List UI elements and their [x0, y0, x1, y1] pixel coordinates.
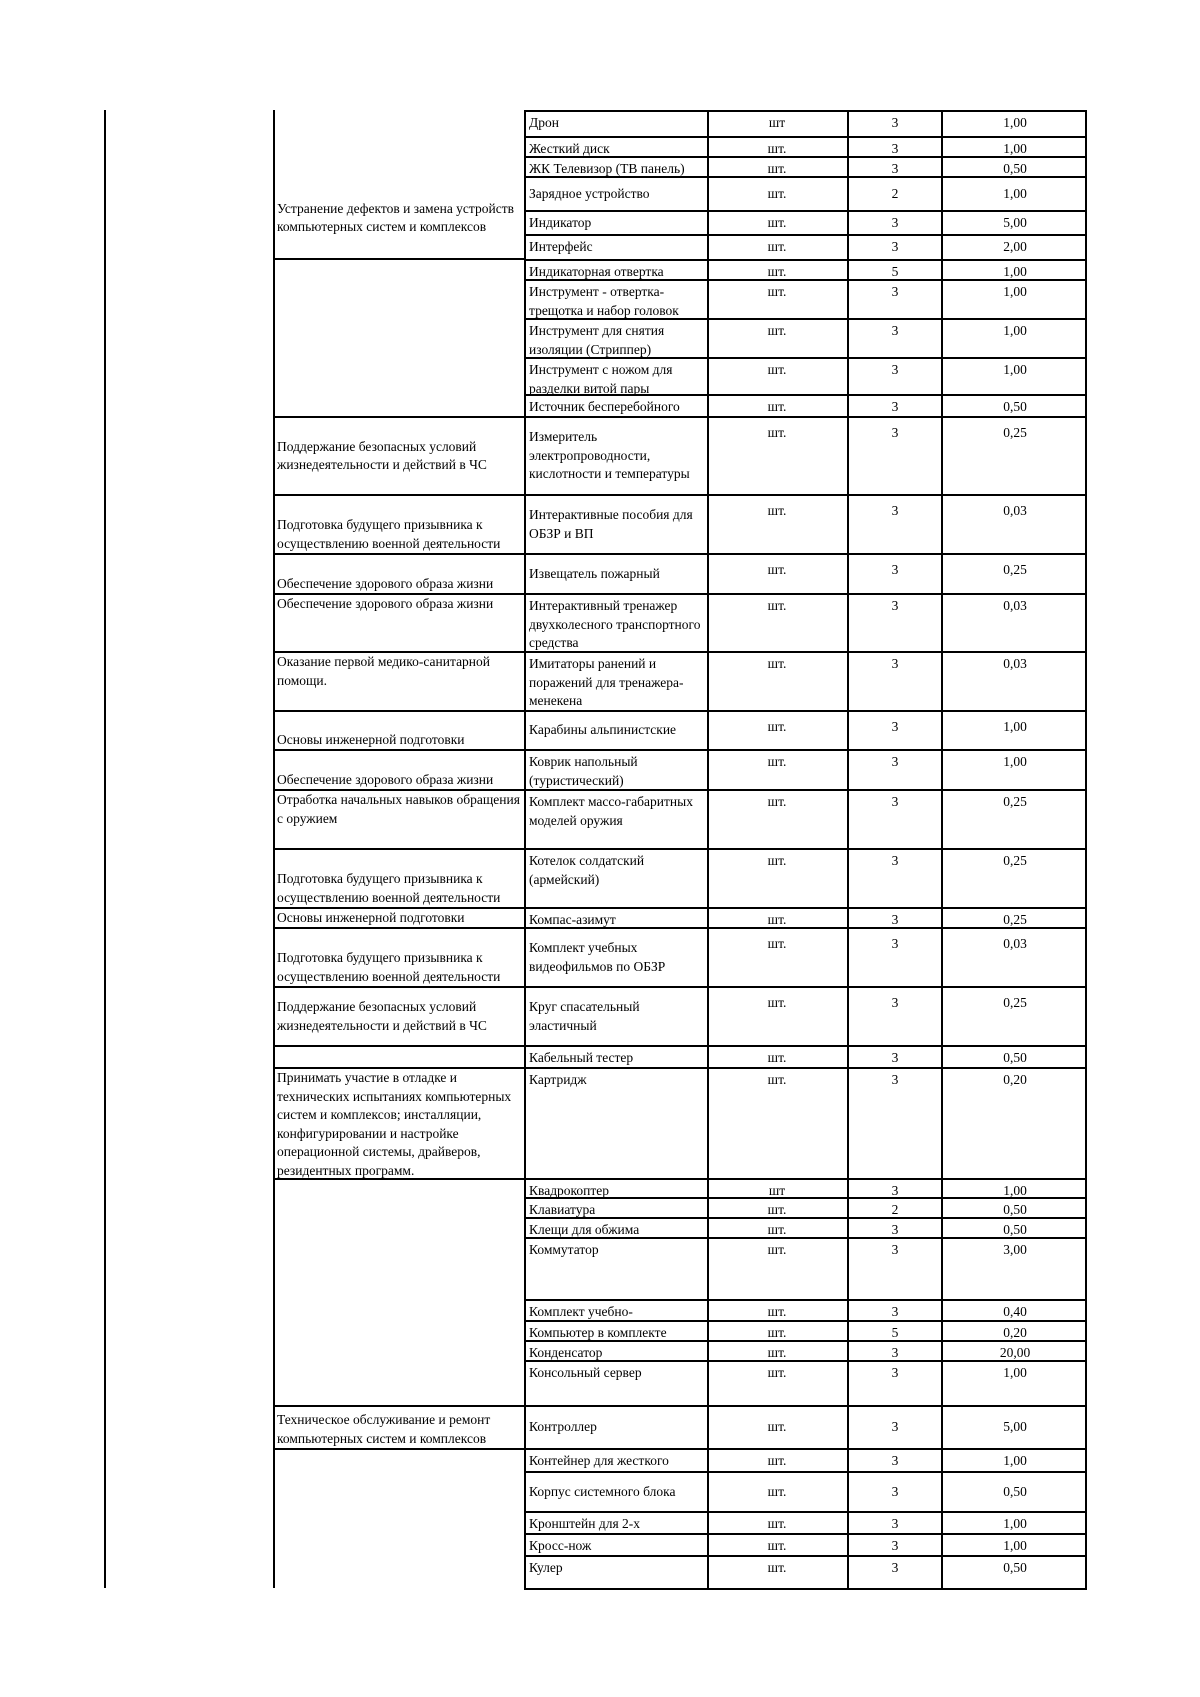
- quantity-cell: 3: [891, 1483, 899, 1499]
- section-name-8: Обеспечение здорового образа жизни: [277, 771, 494, 787]
- item-name-cell: Конденсатор: [529, 1345, 603, 1360]
- item-name-cell: Интерактивный тренажер двухколесного транспортного средства: [529, 598, 701, 650]
- unit-cell: шт.: [767, 656, 787, 671]
- quantity-cell: 3: [891, 1516, 899, 1531]
- item-name-cell: Индикаторная отвертка: [529, 264, 664, 279]
- section-name-6: Оказание первой медико-санитарной помощи.: [277, 654, 491, 688]
- equipment-row-24: [524, 1047, 1087, 1067]
- quantity-cell: 3: [891, 719, 899, 734]
- value-cell: 1,00: [1003, 264, 1027, 279]
- value-cell: 0,50: [1003, 1560, 1027, 1575]
- value-cell: 20,00: [999, 1345, 1031, 1360]
- equipment-row-2: [524, 138, 1087, 156]
- unit-cell: шт.: [767, 1242, 787, 1257]
- equipment-row-1: [524, 112, 1087, 136]
- section-name-15: Техническое обслуживание и ремонт компьютерных систем и комплексов: [277, 1412, 491, 1446]
- value-cell: 1,00: [1003, 323, 1027, 338]
- quantity-cell: 3: [891, 562, 899, 577]
- value-cell: 0,25: [1003, 794, 1027, 809]
- unit-cell: шт.: [767, 1365, 787, 1380]
- section-name-14: Принимать участие в отладке и технических испытаниях компьютерных систем и комплексов; инсталляции, конфигурировании и настройке операционной системы, драйверов, резидентных программ.: [277, 1070, 512, 1178]
- unit-cell: шт.: [767, 425, 787, 440]
- quantity-cell: 3: [891, 1365, 899, 1380]
- item-name-cell: Кулер: [529, 1560, 563, 1575]
- unit-cell: шт.: [767, 562, 787, 577]
- value-cell: 0,25: [1003, 562, 1027, 577]
- value-cell: 3,00: [1003, 1242, 1027, 1257]
- unit-cell: шт.: [767, 1483, 787, 1499]
- unit-cell: шт.: [767, 598, 787, 613]
- unit-cell: шт.: [767, 1304, 787, 1319]
- equipment-row-39: [524, 1557, 1087, 1588]
- item-name-cell: Картридж: [529, 1072, 587, 1087]
- quantity-cell: 3: [891, 1419, 899, 1435]
- value-cell: 1,00: [1003, 754, 1027, 769]
- quantity-cell: 3: [891, 214, 899, 230]
- value-cell: 0,20: [1003, 1325, 1027, 1340]
- quantity-cell: 3: [891, 1560, 899, 1575]
- equipment-row-10: [524, 359, 1087, 394]
- equipment-row-30: [524, 1301, 1087, 1320]
- section-rule: [273, 1045, 525, 1047]
- equipment-row-4: [524, 178, 1087, 210]
- equipment-row-8: [524, 281, 1087, 318]
- item-name-cell: Кросс-нож: [529, 1538, 592, 1553]
- item-name-cell: Компьютер в комплекте: [529, 1325, 667, 1340]
- unit-cell: шт.: [767, 323, 787, 338]
- item-name-cell: Имитаторы ранений и поражений для тренажера-менекена: [529, 656, 684, 708]
- equipment-row-16: [524, 653, 1087, 710]
- value-cell: 0,50: [1003, 1483, 1027, 1499]
- item-name-cell: Компас-азимут: [529, 912, 616, 927]
- quantity-cell: 3: [891, 425, 899, 440]
- equipment-row-28: [524, 1219, 1087, 1237]
- value-cell: 0,03: [1003, 598, 1027, 613]
- item-name-cell: Инструмент - отвертка-трещотка и набор головок: [529, 284, 679, 318]
- value-cell: 5,00: [1003, 214, 1027, 230]
- item-name-cell: Дрон: [529, 115, 559, 130]
- equipment-row-21: [524, 909, 1087, 927]
- item-name-cell: Комплект массо-габаритных моделей оружия: [529, 794, 693, 828]
- quantity-cell: 3: [891, 362, 899, 377]
- equipment-row-22: [524, 929, 1087, 986]
- item-name-cell: Комплект учебных видеофильмов по ОБЗР: [529, 940, 666, 974]
- quantity-cell: 3: [891, 1538, 899, 1553]
- unit-cell: шт.: [767, 912, 787, 927]
- unit-cell: шт.: [767, 1072, 787, 1087]
- equipment-row-14: [524, 555, 1087, 593]
- unit-cell: шт.: [767, 399, 787, 414]
- quantity-cell: 3: [891, 1345, 899, 1360]
- value-cell: 0,25: [1003, 912, 1027, 927]
- unit-cell: шт.: [767, 161, 787, 176]
- section-name-9: Отработка начальных навыков обращения с оружием: [277, 792, 520, 826]
- equipment-row-31: [524, 1322, 1087, 1340]
- unit-cell: шт.: [767, 1560, 787, 1575]
- quantity-cell: 3: [891, 995, 899, 1010]
- equipment-row-32: [524, 1342, 1087, 1360]
- item-name-cell: Жесткий диск: [529, 141, 610, 156]
- equipment-row-33: [524, 1362, 1087, 1405]
- value-cell: 2,00: [1003, 239, 1027, 255]
- unit-cell: шт.: [767, 503, 787, 518]
- item-name-cell: ЖК Телевизор (ТВ панель): [529, 161, 685, 176]
- quantity-cell: 3: [891, 1050, 899, 1065]
- item-name-cell: Контроллер: [529, 1419, 597, 1435]
- section-name-4: Обеспечение здорового образа жизни: [277, 575, 494, 591]
- item-name-cell: Индикатор: [529, 214, 592, 230]
- value-cell: 1,00: [1003, 115, 1027, 130]
- item-name-cell: Комплект учебно-: [529, 1304, 633, 1319]
- value-cell: 1,00: [1003, 1365, 1027, 1380]
- quantity-cell: 3: [891, 1304, 899, 1319]
- unit-cell: шт.: [767, 1538, 787, 1553]
- unit-cell: шт.: [767, 284, 787, 299]
- quantity-cell: 3: [891, 754, 899, 769]
- value-cell: 0,03: [1003, 503, 1027, 518]
- quantity-cell: 3: [891, 794, 899, 809]
- quantity-cell: 3: [891, 239, 899, 255]
- item-name-cell: Клещи для обжима: [529, 1222, 640, 1237]
- unit-cell: шт.: [767, 995, 787, 1010]
- value-cell: 0,50: [1003, 1202, 1027, 1217]
- quantity-cell: 5: [891, 1325, 899, 1340]
- item-name-cell: Инструмент для снятия изоляции (Стриппер): [529, 323, 665, 357]
- quantity-cell: 3: [891, 1222, 899, 1237]
- equipment-row-19: [524, 791, 1087, 848]
- equipment-row-3: [524, 158, 1087, 176]
- quantity-cell: 3: [891, 161, 899, 176]
- quantity-cell: 3: [891, 936, 899, 951]
- unit-cell: шт: [768, 1183, 786, 1198]
- equipment-row-12: [524, 418, 1087, 494]
- equipment-row-25: [524, 1069, 1087, 1178]
- equipment-row-6: [524, 236, 1087, 259]
- value-cell: 1,00: [1003, 1516, 1027, 1531]
- row-rule: [524, 1588, 1087, 1590]
- left-margin-rule: [104, 110, 106, 1588]
- unit-cell: шт.: [767, 754, 787, 769]
- equipment-row-35: [524, 1450, 1087, 1471]
- value-cell: 0,03: [1003, 656, 1027, 671]
- equipment-row-13: [524, 496, 1087, 553]
- unit-cell: шт.: [767, 1516, 787, 1531]
- quantity-cell: 3: [891, 323, 899, 338]
- equipment-row-18: [524, 751, 1087, 789]
- unit-cell: шт.: [767, 1222, 787, 1237]
- equipment-row-15: [524, 595, 1087, 651]
- unit-cell: шт.: [767, 239, 787, 255]
- unit-cell: шт.: [767, 1050, 787, 1065]
- item-name-cell: Интерактивные пособия для ОБЗР и ВП: [529, 507, 693, 541]
- equipment-row-7: [524, 261, 1087, 279]
- value-cell: 0,20: [1003, 1072, 1027, 1087]
- equipment-row-26: [524, 1180, 1087, 1197]
- equipment-row-27: [524, 1199, 1087, 1217]
- unit-cell: шт.: [767, 1419, 787, 1435]
- unit-cell: шт.: [767, 794, 787, 809]
- quantity-cell: 3: [891, 853, 899, 868]
- item-name-cell: Карабины альпинистские: [529, 722, 677, 738]
- unit-cell: шт.: [767, 1345, 787, 1360]
- item-name-cell: Корпус системного блока: [529, 1483, 676, 1499]
- quantity-cell: 3: [891, 1072, 899, 1087]
- value-cell: 0,25: [1003, 425, 1027, 440]
- value-cell: 1,00: [1003, 1183, 1027, 1198]
- value-cell: 1,00: [1003, 141, 1027, 156]
- quantity-cell: 3: [891, 399, 899, 414]
- unit-cell: шт: [768, 115, 786, 130]
- value-cell: 0,03: [1003, 936, 1027, 951]
- equipment-row-9: [524, 320, 1087, 357]
- unit-cell: шт.: [767, 719, 787, 734]
- quantity-cell: 3: [891, 503, 899, 518]
- quantity-cell: 3: [891, 1183, 899, 1198]
- equipment-row-5: [524, 212, 1087, 234]
- equipment-row-20: [524, 850, 1087, 907]
- value-cell: 0,50: [1003, 1050, 1027, 1065]
- section-name-3: Подготовка будущего призывника к осуществлению военной деятельности: [277, 517, 501, 551]
- section-name-10: Подготовка будущего призывника к осуществлению военной деятельности: [277, 871, 501, 905]
- quantity-cell: 3: [891, 141, 899, 156]
- quantity-cell: 2: [891, 185, 899, 201]
- equipment-row-37: [524, 1513, 1087, 1533]
- item-name-cell: Контейнер для жесткого: [529, 1453, 669, 1468]
- item-name-cell: Измеритель электропроводности, кислотности и температуры: [529, 429, 690, 482]
- unit-cell: шт.: [767, 141, 787, 156]
- item-name-cell: Круг спасательный эластичный: [529, 999, 640, 1033]
- quantity-cell: 3: [891, 115, 899, 130]
- quantity-cell: 3: [891, 598, 899, 613]
- equipment-row-29: [524, 1239, 1087, 1299]
- equipment-row-34: [524, 1407, 1087, 1448]
- section-name-13: Поддержание безопасных условий жизнедеятельности и действий в ЧС: [277, 999, 487, 1033]
- unit-cell: шт.: [767, 264, 787, 279]
- quantity-cell: 3: [891, 1242, 899, 1257]
- quantity-cell: 3: [891, 1453, 899, 1468]
- equipment-row-17: [524, 712, 1087, 749]
- section-name-7: Основы инженерной подготовки: [277, 731, 465, 747]
- section-name-1: Устранение дефектов и замена устройств компьютерных систем и комплексов: [277, 200, 514, 234]
- item-name-cell: Зарядное устройство: [529, 185, 650, 201]
- quantity-cell: 3: [891, 912, 899, 927]
- value-cell: 0,50: [1003, 399, 1027, 414]
- item-name-cell: Источник бесперебойного: [529, 399, 680, 414]
- value-cell: 1,00: [1003, 362, 1027, 377]
- value-cell: 1,00: [1003, 1538, 1027, 1553]
- section-name-12: Подготовка будущего призывника к осуществлению военной деятельности: [277, 950, 501, 984]
- equipment-row-11: [524, 396, 1087, 416]
- equipment-row-38: [524, 1535, 1087, 1555]
- value-cell: 5,00: [1003, 1419, 1027, 1435]
- value-cell: 1,00: [1003, 719, 1027, 734]
- unit-cell: шт.: [767, 936, 787, 951]
- unit-cell: шт.: [767, 853, 787, 868]
- item-name-cell: Коммутатор: [529, 1242, 599, 1257]
- item-name-cell: Консольный сервер: [529, 1365, 642, 1380]
- unit-cell: шт.: [767, 1453, 787, 1468]
- item-name-cell: Клавиатура: [529, 1202, 596, 1217]
- item-name-cell: Извещатель пожарный: [529, 565, 660, 581]
- equipment-row-36: [524, 1473, 1087, 1511]
- section-name-5: Обеспечение здорового образа жизни: [277, 596, 494, 611]
- value-cell: 1,00: [1003, 185, 1027, 201]
- item-name-cell: Интерфейс: [529, 239, 593, 255]
- unit-cell: шт.: [767, 1202, 787, 1217]
- item-name-cell: Кабельный тестер: [529, 1050, 634, 1065]
- unit-cell: шт.: [767, 185, 787, 201]
- item-name-cell: Квадрокоптер: [529, 1183, 610, 1198]
- section-name-11: Основы инженерной подготовки: [277, 910, 465, 925]
- item-name-cell: Котелок солдатский (армейский): [529, 853, 645, 887]
- quantity-cell: 2: [891, 1202, 899, 1217]
- quantity-cell: 3: [891, 656, 899, 671]
- quantity-cell: 5: [891, 264, 899, 279]
- section-rule: [273, 258, 525, 260]
- equipment-row-23: [524, 988, 1087, 1045]
- value-cell: 0,40: [1003, 1304, 1027, 1319]
- item-name-cell: Инструмент с ножом для разделки витой пары: [529, 362, 673, 396]
- value-cell: 1,00: [1003, 1453, 1027, 1468]
- value-cell: 0,25: [1003, 853, 1027, 868]
- unit-cell: шт.: [767, 1325, 787, 1340]
- section-rule: [273, 1448, 525, 1450]
- item-name-cell: Кронштейн для 2-х: [529, 1516, 641, 1531]
- value-cell: 0,25: [1003, 995, 1027, 1010]
- section-name-2: Поддержание безопасных условий жизнедеятельности и действий в ЧС: [277, 438, 487, 472]
- value-cell: 0,50: [1003, 161, 1027, 176]
- quantity-cell: 3: [891, 284, 899, 299]
- item-name-cell: Коврик напольный (туристический): [529, 754, 638, 788]
- value-cell: 1,00: [1003, 284, 1027, 299]
- unit-cell: шт.: [767, 214, 787, 230]
- value-cell: 0,50: [1003, 1222, 1027, 1237]
- unit-cell: шт.: [767, 362, 787, 377]
